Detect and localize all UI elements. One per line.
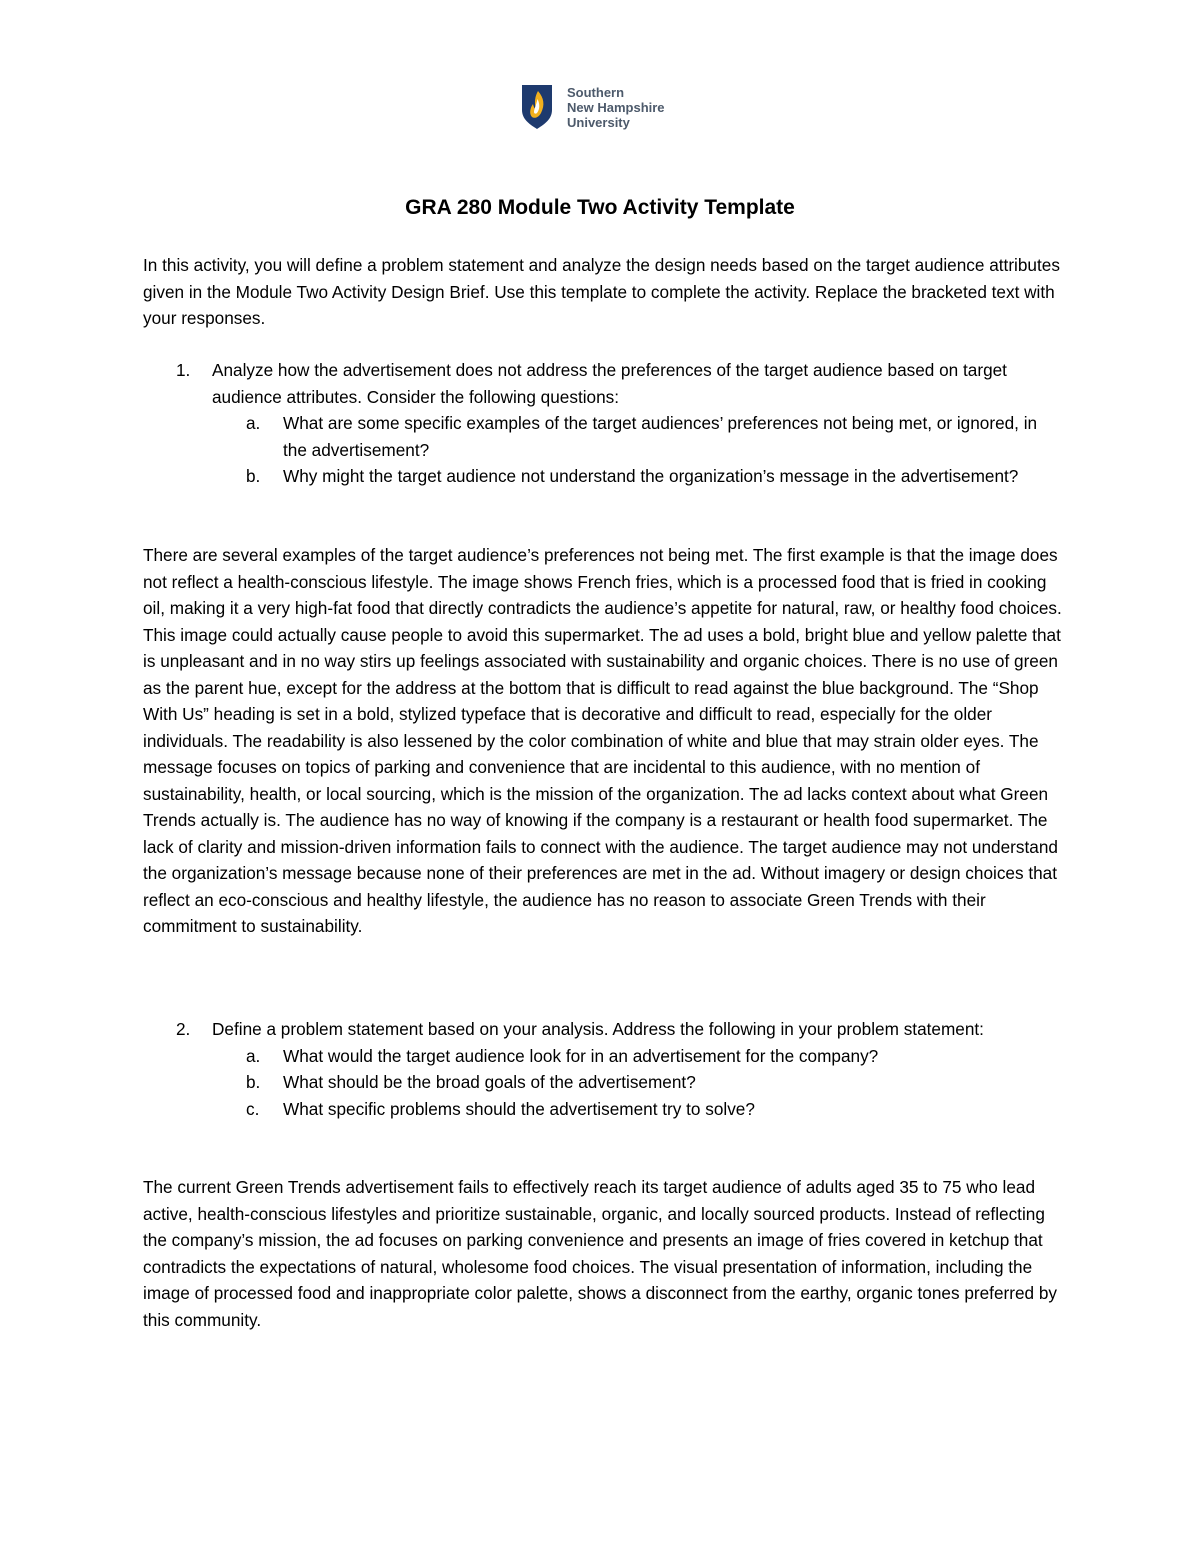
answer-2-text: The current Green Trends advertisement fails to effectively reach its target audience of adults aged 35 to 75 who lead active, health-conscious lifestyles and prioritize sustainable, organic, and locally sourced products. Instead of reflecting the company’s mission, the ad focuses on parking convenience and presents an image of fries covered in ketchup that contradicts the expectations of natural, wholesome food choices. The visual presentation of information, including the image of processed food and inappropriate color palette, shows a disconnect from the earthy, organic tones preferred by this community. (143, 1177, 1058, 1330)
answer-1-text: There are several examples of the target audience’s preferences not being met. The first example is that the image does not reflect a health-conscious lifestyle. The image shows French fries, which is a processed food that is fried in cooking oil, making it a very high-fat food that directly contradicts the audience’s appetite for natural, raw, or healthy food choices. This image could actually cause people to avoid this supermarket. The ad uses a bold, bright blue and yellow palette that is unpleasant and in no way stirs up feelings associated with sustainability and organic choices. There is no use of green as the parent hue, except for the address at the bottom that is difficult to read against the blue background. The “Shop With Us” heading is set in a bold, stylized typeface that is decorative and difficult to read, especially for the older individuals. The readability is also lessened by the color combination of white and blue that may strain older eyes. The message focuses on topics of parking and convenience that are incidental to this audience, with no mention of sustainability, health, or local sourcing, which is the mission of the organization. The ad lacks context about what Green Trends actually is. The audience has no way of knowing if the company is a restaurant or health food supermarket. The lack of clarity and mission-driven information fails to connect with the audience. The target audience may not understand the organization’s message because none of their preferences are met in the ad. Without imagery or design choices that reflect an eco-conscious and healthy lifestyle, the audience has no reason to associate Green Trends with their commitment to sustainability. (143, 545, 1062, 936)
question-2-sub-a (143, 1043, 1063, 1070)
sub-letter: b. (246, 466, 261, 486)
intro-text: In this activity, you will define a problem statement and analyze the design needs based on the target audience attributes given in the Module Two Activity Design Brief. Use this template to complete the activity. Replace the bracketed text with your responses. (143, 255, 1060, 328)
sub-text: Why might the target audience not understand the organization’s message in the advertisement? (283, 466, 1019, 486)
sub-letter: a. (246, 1045, 261, 1066)
question-2-sub-b (143, 1069, 1063, 1096)
question-1-number: 1. (176, 360, 191, 380)
question-2-sub-c (143, 1096, 1063, 1123)
question-2-item (143, 1016, 1063, 1043)
shield-flame-icon (521, 84, 553, 130)
sub-letter: a. (246, 413, 261, 433)
logo-line-3: University (567, 115, 630, 130)
sub-text: What would the target audience look for in an advertisement for the company? (283, 1045, 879, 1066)
question-2 (143, 1016, 1063, 1122)
question-1-item (143, 357, 1063, 410)
sub-letter: c. (246, 1098, 260, 1119)
sub-letter: b. (246, 1072, 261, 1092)
logo-wordmark (567, 85, 665, 130)
question-1 (143, 357, 1063, 490)
logo-line-2: New Hampshire (567, 100, 665, 115)
question-2-text: Define a problem statement based on your analysis. Address the following in your problem statement: (212, 1019, 984, 1039)
sub-text: What are some specific examples of the target audiences’ preferences not being met, or ignored, in the advertisement? (283, 413, 1038, 460)
question-2-number: 2. (176, 1019, 191, 1039)
sub-text: What should be the broad goals of the advertisement? (283, 1072, 696, 1092)
question-1-sub-a (143, 410, 1063, 463)
question-1-text: Analyze how the advertisement does not address the preferences of the target audience based on target audience attributes. Consider the following questions: (212, 360, 1007, 407)
answer-2-paragraph (143, 1174, 1063, 1333)
university-logo (521, 84, 691, 134)
answer-1-paragraph (143, 542, 1063, 940)
question-1-sub-b (143, 463, 1063, 490)
page-title: GRA 280 Module Two Activity Template (405, 196, 795, 219)
sub-text: What specific problems should the advertisement try to solve? (283, 1098, 755, 1119)
intro-paragraph (143, 252, 1063, 332)
logo-line-1: Southern (567, 85, 625, 100)
